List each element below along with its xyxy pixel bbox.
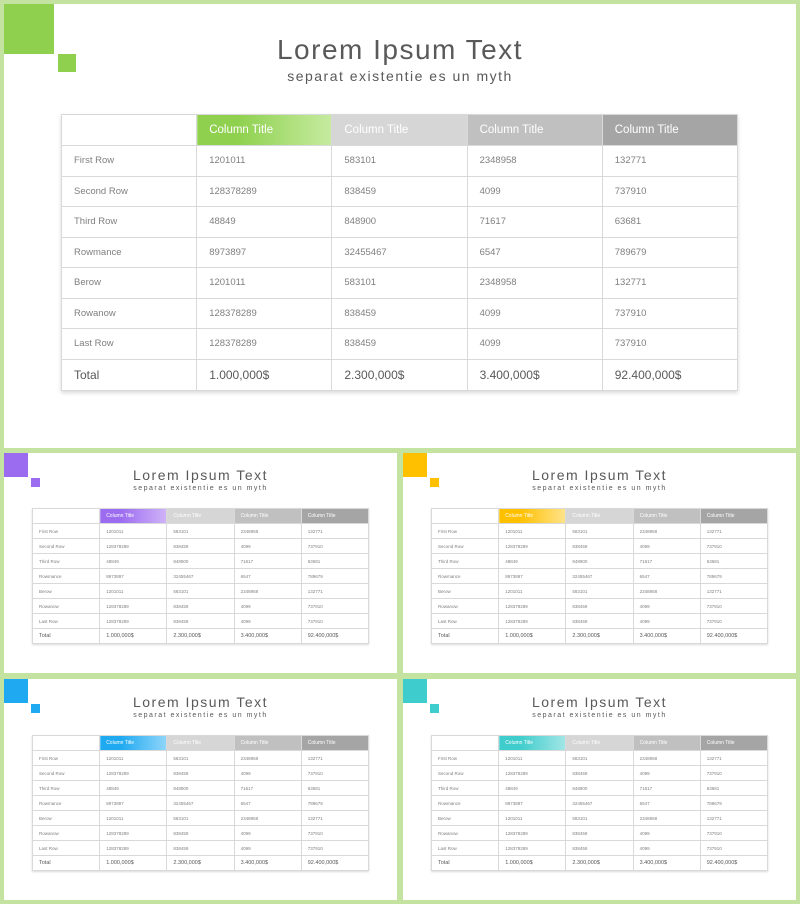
table-cell: 32455467: [167, 569, 234, 584]
table-cell: 128378289: [499, 766, 566, 781]
column-header: Column Title: [467, 115, 602, 146]
table-cell: 1201011: [499, 751, 566, 766]
column-header: Column Title: [700, 736, 767, 751]
table-row: [432, 599, 768, 614]
table-cell: 2348958: [633, 811, 700, 826]
row-label: Rowanow: [33, 599, 100, 614]
row-label: Third Row: [33, 554, 100, 569]
row-label: Berow: [33, 584, 100, 599]
table-cell: 48849: [499, 554, 566, 569]
header-cell-empty: [432, 509, 499, 524]
table-cell: 128378289: [100, 841, 167, 856]
total-cell: 1.000,000$: [499, 856, 566, 871]
total-cell: 2.300,000$: [566, 856, 633, 871]
slide-title: Lorem Ipsum Text: [132, 694, 268, 710]
table-cell: 4099: [467, 176, 602, 207]
table-row: [33, 599, 369, 614]
table-cell: 4099: [234, 766, 301, 781]
table-cell: 132771: [301, 751, 368, 766]
table-cell: 838459: [566, 614, 633, 629]
table-cell: 1201011: [499, 811, 566, 826]
table-cell: 2348958: [234, 524, 301, 539]
slide-teal[interactable]: [403, 679, 796, 900]
table-cell: 838459: [167, 614, 234, 629]
row-label: Rowanow: [33, 826, 100, 841]
column-header: Column Title: [234, 509, 301, 524]
table-cell: 848900: [566, 554, 633, 569]
row-label: First Row: [432, 524, 499, 539]
row-label: Last Row: [432, 841, 499, 856]
table-cell: 132771: [301, 811, 368, 826]
table-cell: 48849: [499, 781, 566, 796]
total-cell: 2.300,000$: [566, 629, 633, 644]
table-cell: 1201011: [197, 146, 332, 177]
table-cell: 4099: [633, 599, 700, 614]
table-cell: 838459: [167, 599, 234, 614]
table-row: [62, 146, 738, 177]
table-row: [33, 539, 369, 554]
table-cell: 838459: [167, 826, 234, 841]
table-cell: 132771: [602, 146, 737, 177]
row-label: Third Row: [33, 781, 100, 796]
table-cell: 63681: [602, 207, 737, 238]
table-cell: 8973897: [499, 796, 566, 811]
column-header: Column Title: [167, 509, 234, 524]
table-cell: 4099: [633, 539, 700, 554]
total-label: Total: [432, 629, 499, 644]
row-label: Rowmance: [432, 569, 499, 584]
table-cell: 789679: [602, 237, 737, 268]
table-cell: 737910: [700, 841, 767, 856]
table-row: [432, 796, 768, 811]
total-row: [432, 629, 768, 644]
table-row: [33, 569, 369, 584]
column-header: Column Title: [499, 736, 566, 751]
table-cell: 128378289: [499, 539, 566, 554]
table-cell: 838459: [566, 826, 633, 841]
row-label: Rowanow: [432, 599, 499, 614]
table-cell: 583101: [167, 584, 234, 599]
table-row: [62, 268, 738, 299]
table-row: [33, 796, 369, 811]
table-row: [432, 751, 768, 766]
table-row: [62, 207, 738, 238]
table-cell: 128378289: [100, 614, 167, 629]
table-row: [62, 329, 738, 360]
total-label: Total: [33, 629, 100, 644]
row-label: Second Row: [33, 766, 100, 781]
table-cell: 838459: [566, 841, 633, 856]
data-table: [32, 735, 369, 871]
row-label: Rowanow: [432, 826, 499, 841]
table-row: [432, 781, 768, 796]
total-label: Total: [62, 359, 197, 390]
data-table: [431, 508, 768, 644]
table-cell: 1201011: [499, 524, 566, 539]
table-row: [33, 554, 369, 569]
table-header-row: [33, 736, 369, 751]
slide-subtitle: separat existentie es un myth: [287, 68, 513, 84]
table-cell: 737910: [301, 614, 368, 629]
table-cell: 737910: [301, 766, 368, 781]
table-cell: 132771: [700, 811, 767, 826]
table-cell: 789679: [700, 796, 767, 811]
table-row: [432, 614, 768, 629]
table-cell: 6547: [234, 796, 301, 811]
total-cell: 2.300,000$: [167, 629, 234, 644]
table-cell: 4099: [234, 614, 301, 629]
row-label: Second Row: [432, 539, 499, 554]
table-cell: 4099: [467, 329, 602, 360]
table-row: [33, 841, 369, 856]
row-label: Last Row: [432, 614, 499, 629]
row-label: First Row: [33, 751, 100, 766]
table-cell: 737910: [700, 614, 767, 629]
table-cell: 8973897: [100, 569, 167, 584]
table-cell: 8973897: [197, 237, 332, 268]
total-cell: 1.000,000$: [499, 629, 566, 644]
table-cell: 737910: [602, 176, 737, 207]
table-cell: 1201011: [197, 268, 332, 299]
table-cell: 48849: [197, 207, 332, 238]
table-cell: 583101: [566, 811, 633, 826]
table-cell: 583101: [332, 268, 467, 299]
column-header: Column Title: [100, 509, 167, 524]
table-cell: 838459: [332, 298, 467, 329]
table-cell: 128378289: [197, 176, 332, 207]
total-cell: 92.400,000$: [700, 629, 767, 644]
table-row: [432, 524, 768, 539]
column-header: Column Title: [332, 115, 467, 146]
row-label: Rowmance: [62, 237, 197, 268]
slide-main[interactable]: [4, 4, 796, 448]
table-cell: 32455467: [332, 237, 467, 268]
row-label: First Row: [33, 524, 100, 539]
column-header: Column Title: [167, 736, 234, 751]
slide-title: Lorem Ipsum Text: [531, 694, 667, 710]
column-header: Column Title: [301, 509, 368, 524]
header-cell-empty: [33, 509, 100, 524]
table-cell: 838459: [167, 766, 234, 781]
row-label: Third Row: [432, 554, 499, 569]
column-header: Column Title: [633, 736, 700, 751]
table-row: [62, 298, 738, 329]
table-cell: 583101: [167, 811, 234, 826]
table-cell: 583101: [566, 751, 633, 766]
row-label: Berow: [432, 584, 499, 599]
table-cell: 848900: [566, 781, 633, 796]
column-header: Column Title: [234, 736, 301, 751]
table-cell: 71617: [633, 781, 700, 796]
column-header: Column Title: [566, 736, 633, 751]
table-cell: 32455467: [566, 569, 633, 584]
table-cell: 128378289: [499, 841, 566, 856]
table-cell: 838459: [332, 176, 467, 207]
row-label: Rowmance: [432, 796, 499, 811]
table-cell: 2348958: [633, 584, 700, 599]
table-cell: 4099: [234, 599, 301, 614]
slide-purple[interactable]: [4, 453, 397, 673]
table-cell: 1201011: [100, 811, 167, 826]
table-row: [432, 766, 768, 781]
table-cell: 737910: [602, 298, 737, 329]
data-table: [431, 735, 768, 871]
table-row: [33, 524, 369, 539]
row-label: Rowmance: [33, 796, 100, 811]
table-cell: 2348958: [234, 751, 301, 766]
total-label: Total: [33, 856, 100, 871]
header-cell-empty: [432, 736, 499, 751]
table-cell: 838459: [566, 539, 633, 554]
table-cell: 132771: [301, 524, 368, 539]
table-cell: 128378289: [197, 298, 332, 329]
row-label: First Row: [62, 146, 197, 177]
row-label: Rowmance: [33, 569, 100, 584]
row-label: Second Row: [432, 766, 499, 781]
row-label: Second Row: [33, 539, 100, 554]
table-row: [33, 826, 369, 841]
total-cell: 3.400,000$: [633, 856, 700, 871]
table-cell: 1201011: [100, 584, 167, 599]
table-cell: 789679: [700, 569, 767, 584]
table-cell: 737910: [301, 826, 368, 841]
table-row: [432, 826, 768, 841]
table-row: [33, 584, 369, 599]
table-cell: 71617: [234, 781, 301, 796]
table-cell: 583101: [167, 524, 234, 539]
table-row: [33, 751, 369, 766]
table-cell: 737910: [602, 329, 737, 360]
table-header-row: [62, 115, 738, 146]
table-cell: 132771: [700, 584, 767, 599]
column-header: Column Title: [633, 509, 700, 524]
slide-subtitle: separat existentie es un myth: [133, 712, 268, 719]
total-row: [62, 359, 738, 390]
total-row: [33, 629, 369, 644]
table-cell: 789679: [301, 569, 368, 584]
table-cell: 6547: [467, 237, 602, 268]
table-cell: 4099: [633, 826, 700, 841]
table-cell: 789679: [301, 796, 368, 811]
table-cell: 848900: [167, 554, 234, 569]
total-cell: 1.000,000$: [197, 359, 332, 390]
column-header: Column Title: [197, 115, 332, 146]
table-cell: 737910: [301, 841, 368, 856]
column-header: Column Title: [301, 736, 368, 751]
table-cell: 132771: [301, 584, 368, 599]
table-cell: 132771: [602, 268, 737, 299]
table-header-row: [432, 736, 768, 751]
table-header-row: [33, 509, 369, 524]
table-cell: 128378289: [197, 329, 332, 360]
total-row: [33, 856, 369, 871]
table-cell: 48849: [100, 554, 167, 569]
table-cell: 63681: [700, 554, 767, 569]
table-cell: 128378289: [499, 826, 566, 841]
total-cell: 2.300,000$: [332, 359, 467, 390]
table-cell: 128378289: [100, 826, 167, 841]
table-row: [432, 539, 768, 554]
slide-subtitle: separat existentie es un myth: [532, 712, 667, 719]
table-row: [432, 554, 768, 569]
total-cell: 92.400,000$: [301, 856, 368, 871]
row-label: First Row: [432, 751, 499, 766]
total-cell: 3.400,000$: [234, 629, 301, 644]
total-cell: 3.400,000$: [234, 856, 301, 871]
row-label: Berow: [33, 811, 100, 826]
total-row: [432, 856, 768, 871]
table-cell: 132771: [700, 524, 767, 539]
table-cell: 737910: [700, 539, 767, 554]
table-cell: 848900: [332, 207, 467, 238]
table-cell: 6547: [234, 569, 301, 584]
table-cell: 8973897: [499, 569, 566, 584]
table-row: [432, 584, 768, 599]
table-cell: 4099: [234, 826, 301, 841]
row-label: Rowanow: [62, 298, 197, 329]
column-header: Column Title: [499, 509, 566, 524]
slide-title: Lorem Ipsum Text: [531, 467, 667, 483]
table-cell: 4099: [633, 766, 700, 781]
table-cell: 838459: [332, 329, 467, 360]
table-cell: 737910: [700, 826, 767, 841]
table-cell: 32455467: [566, 796, 633, 811]
total-cell: 92.400,000$: [700, 856, 767, 871]
column-header: Column Title: [602, 115, 737, 146]
table-header-row: [432, 509, 768, 524]
table-cell: 838459: [167, 841, 234, 856]
table-cell: 48849: [100, 781, 167, 796]
table-cell: 848900: [167, 781, 234, 796]
table-cell: 838459: [566, 766, 633, 781]
total-cell: 3.400,000$: [467, 359, 602, 390]
row-label: Last Row: [33, 841, 100, 856]
table-cell: 4099: [467, 298, 602, 329]
table-cell: 6547: [633, 796, 700, 811]
total-cell: 2.300,000$: [167, 856, 234, 871]
table-cell: 128378289: [100, 599, 167, 614]
table-cell: 583101: [167, 751, 234, 766]
table-cell: 132771: [700, 751, 767, 766]
table-cell: 71617: [467, 207, 602, 238]
table-cell: 71617: [234, 554, 301, 569]
header-cell-empty: [33, 736, 100, 751]
table-cell: 4099: [633, 841, 700, 856]
row-label: Last Row: [33, 614, 100, 629]
table-cell: 737910: [700, 766, 767, 781]
row-label: Second Row: [62, 176, 197, 207]
total-cell: 1.000,000$: [100, 629, 167, 644]
table-row: [33, 811, 369, 826]
table-cell: 128378289: [499, 599, 566, 614]
row-label: Berow: [62, 268, 197, 299]
table-cell: 583101: [566, 524, 633, 539]
row-label: Third Row: [432, 781, 499, 796]
table-cell: 4099: [633, 614, 700, 629]
column-header: Column Title: [100, 736, 167, 751]
table-row: [62, 176, 738, 207]
table-cell: 2348958: [467, 146, 602, 177]
total-cell: 3.400,000$: [633, 629, 700, 644]
total-cell: 92.400,000$: [602, 359, 737, 390]
table-cell: 32455467: [167, 796, 234, 811]
table-row: [432, 569, 768, 584]
table-cell: 737910: [700, 599, 767, 614]
total-cell: 1.000,000$: [100, 856, 167, 871]
table-row: [33, 766, 369, 781]
table-cell: 1201011: [100, 751, 167, 766]
table-cell: 583101: [566, 584, 633, 599]
slide-subtitle: separat existentie es un myth: [532, 485, 667, 492]
table-row: [432, 841, 768, 856]
table-row: [62, 237, 738, 268]
data-table: [32, 508, 369, 644]
table-cell: 4099: [234, 539, 301, 554]
row-label: Berow: [432, 811, 499, 826]
table-cell: 2348958: [633, 524, 700, 539]
table-cell: 8973897: [100, 796, 167, 811]
row-label: Third Row: [62, 207, 197, 238]
total-label: Total: [432, 856, 499, 871]
header-cell-empty: [62, 115, 197, 146]
slide-subtitle: separat existentie es un myth: [133, 485, 268, 492]
slide-blue[interactable]: [4, 679, 397, 900]
table-cell: 2348958: [234, 811, 301, 826]
table-cell: 2348958: [234, 584, 301, 599]
table-cell: 4099: [234, 841, 301, 856]
column-header: Column Title: [700, 509, 767, 524]
table-cell: 583101: [332, 146, 467, 177]
table-cell: 838459: [167, 539, 234, 554]
table-cell: 2348958: [467, 268, 602, 299]
table-cell: 737910: [301, 599, 368, 614]
table-cell: 63681: [301, 554, 368, 569]
table-cell: 63681: [700, 781, 767, 796]
table-cell: 737910: [301, 539, 368, 554]
column-header: Column Title: [566, 509, 633, 524]
slide-yellow[interactable]: [403, 453, 796, 673]
row-label: Last Row: [62, 329, 197, 360]
data-table: [61, 114, 738, 391]
table-cell: 838459: [566, 599, 633, 614]
table-cell: 128378289: [100, 539, 167, 554]
table-row: [432, 811, 768, 826]
table-cell: 63681: [301, 781, 368, 796]
slide-title: Lorem Ipsum Text: [276, 34, 524, 65]
table-cell: 1201011: [100, 524, 167, 539]
table-row: [33, 614, 369, 629]
table-cell: 71617: [633, 554, 700, 569]
table-cell: 1201011: [499, 584, 566, 599]
table-cell: 128378289: [499, 614, 566, 629]
table-cell: 6547: [633, 569, 700, 584]
table-cell: 128378289: [100, 766, 167, 781]
table-cell: 2348958: [633, 751, 700, 766]
slide-title: Lorem Ipsum Text: [132, 467, 268, 483]
total-cell: 92.400,000$: [301, 629, 368, 644]
table-row: [33, 781, 369, 796]
